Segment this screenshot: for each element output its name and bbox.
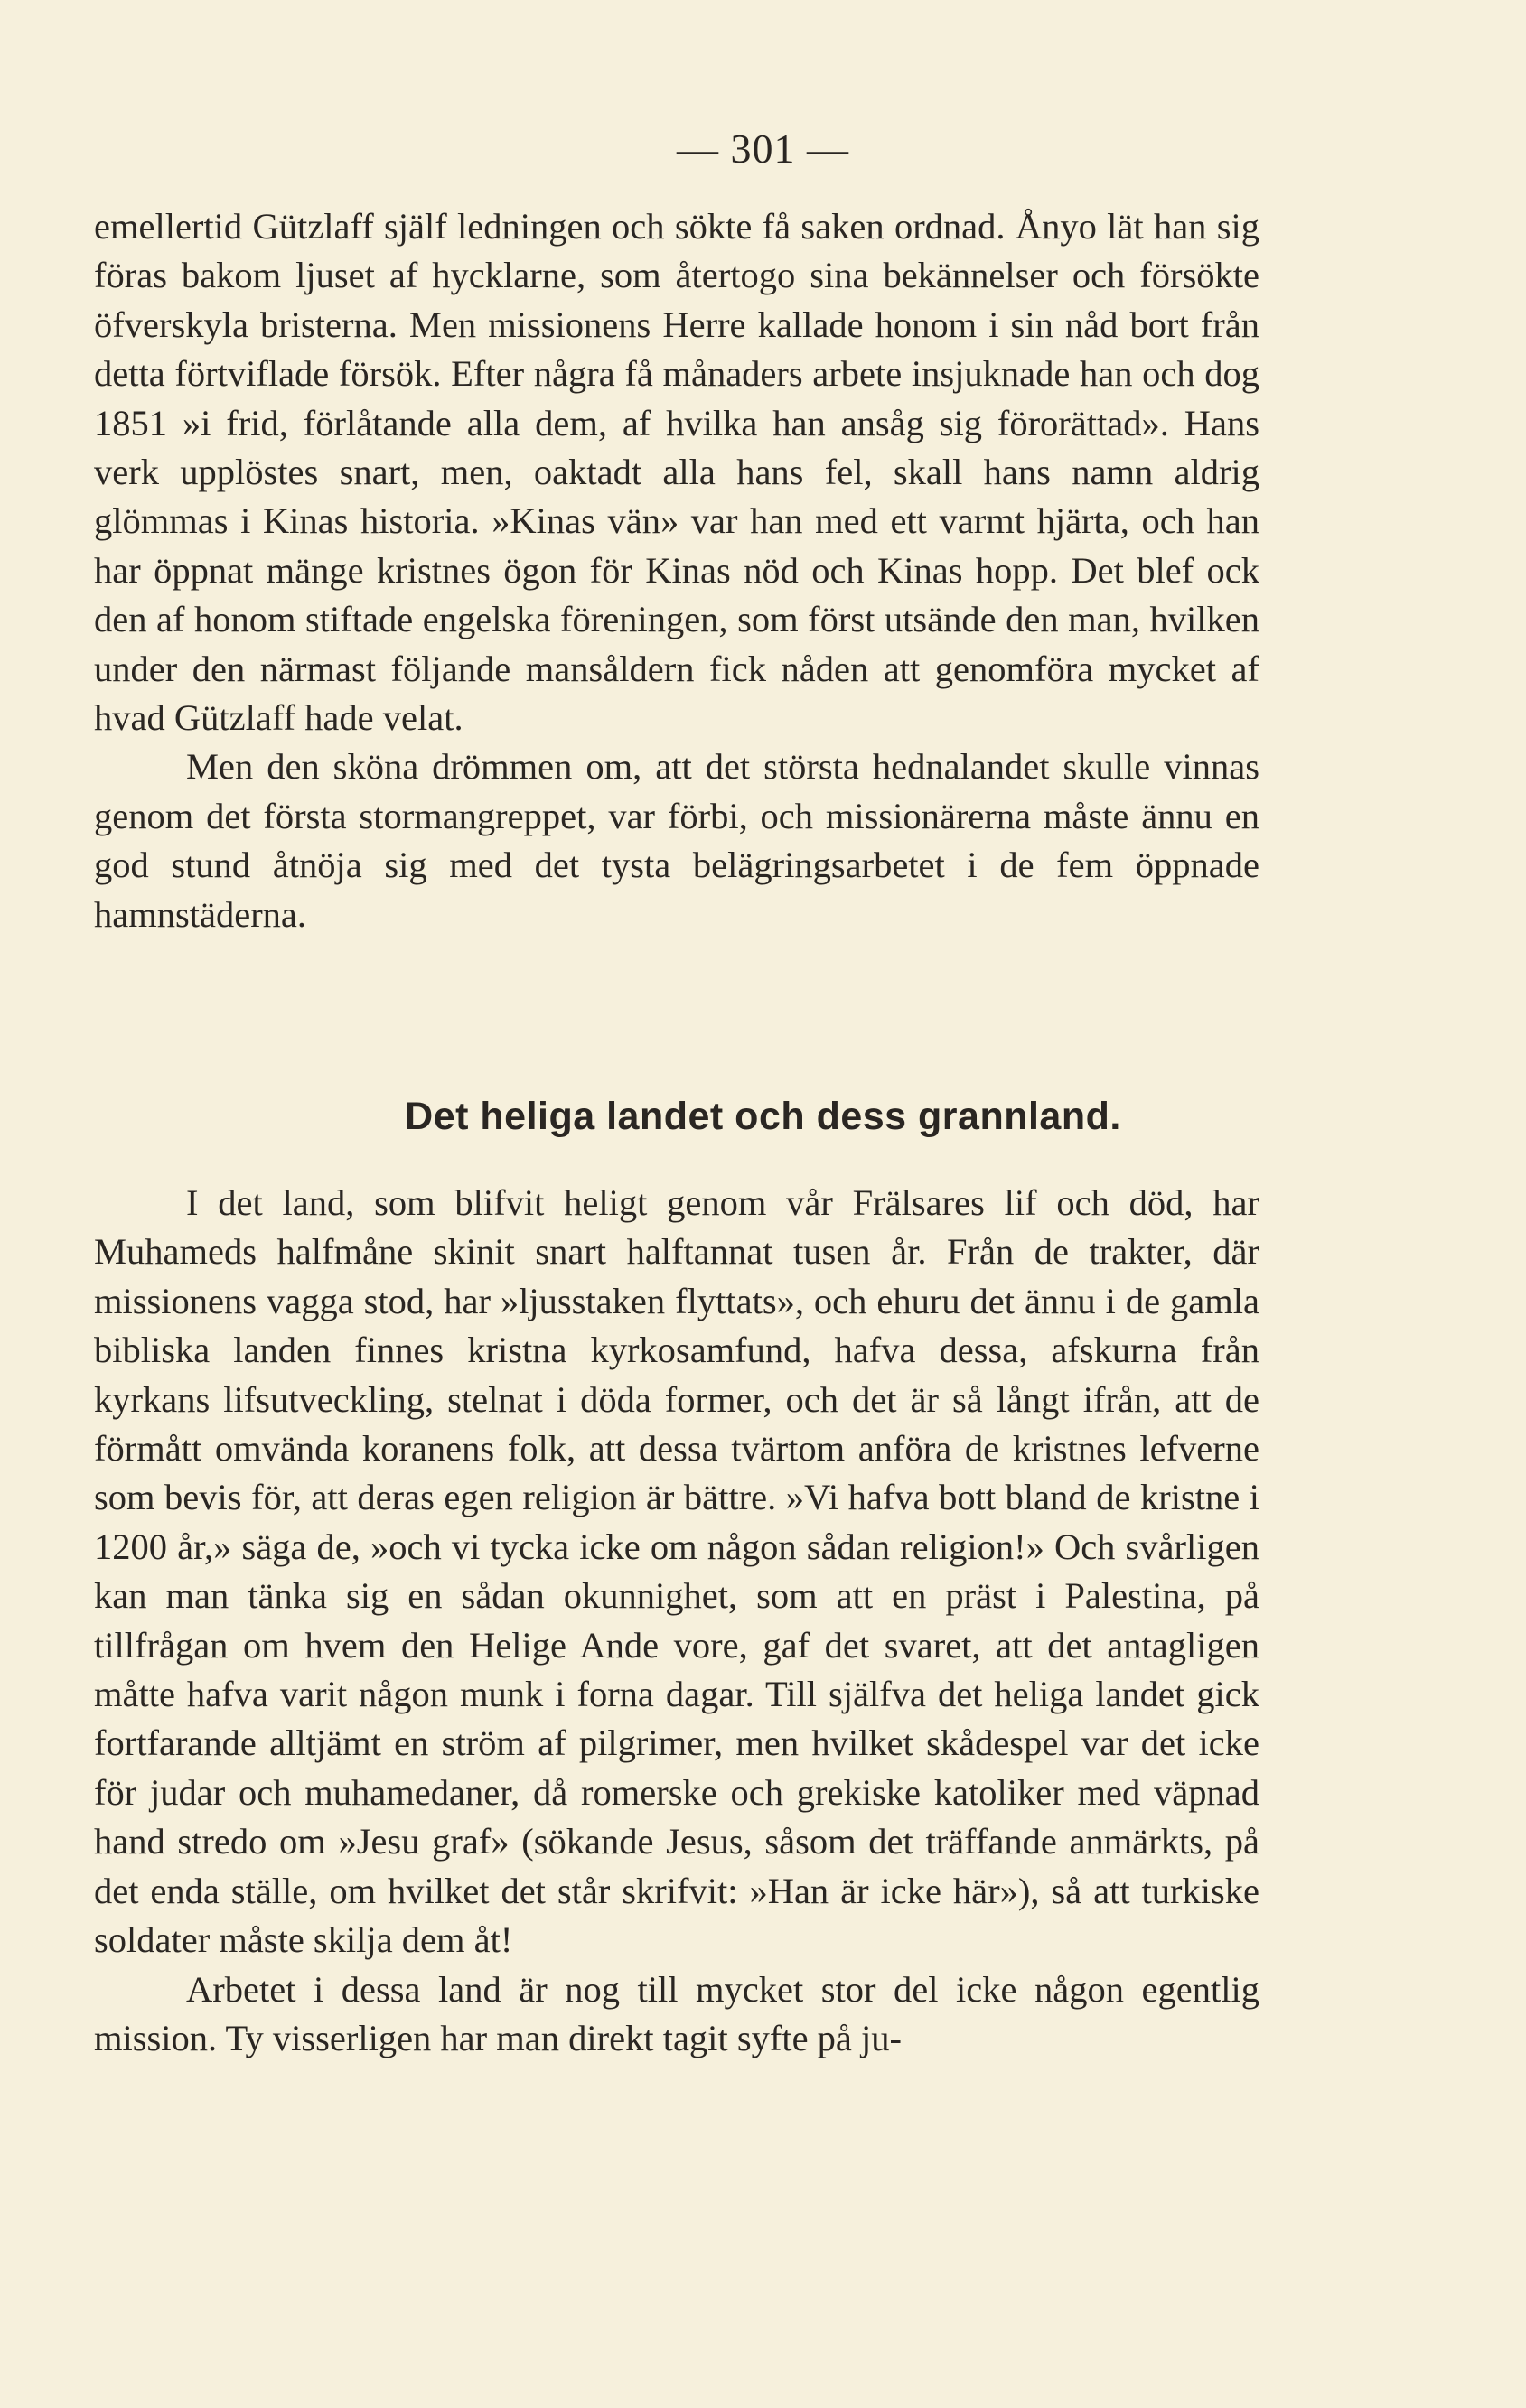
- paragraph: Arbetet i dessa land är nog till mycket stor del icke någon egentlig mission. Ty visserligen har man direkt tagit syfte på ju-: [94, 1968, 1259, 2058]
- page-number: — 301 —: [677, 126, 849, 172]
- section-heading: Det heliga landet och dess grannland.: [405, 1095, 1121, 1138]
- paragraph: I det land, som blifvit heligt genom vår Frälsares lif och död, har Muhameds halfmåne skinit snart halftannat tusen år. Från de trakter, där missionens vagga stod, har »ljusstaken flyttats», och ehuru det ännu i de gamla bibliska landen finnes kristna kyrkosamfund, hafva dessa, afskurna från kyrkans lifsutveckling, stelnat i döda former, och det är så långt ifrån, att de förmått omvända koranens folk, att dessa tvärtom anföra de kristnes lefverne som bevis för, att deras egen religion är bättre. »Vi hafva bott bland de kristne i 1200 år,» säga de, »och vi tycka icke om någon sådan religion!» Och svårligen kan man tänka sig en sådan okunnighet, som att en präst i Palestina, på tillfrågan om hvem den Helige Ande vore, gaf det svaret, att det antagligen måtte hafva varit någon munk i forna dagar. Till själfva det heliga landet gick fortfarande alltjämt en ström af pilgrimer, men hvilket skådespel var det icke för judar och muhamedaner, då romerske och grekiske katoliker med väpnad hand stredo om »Jesu graf» (sökande Jesus, såsom det träffande anmärkts, på det enda ställe, om hvilket det står skrifvit: »Han är icke här»), så att turkiske soldater måste skilja dem åt!: [94, 1182, 1259, 1961]
- paragraph: emellertid Gützlaff själf ledningen och sökte få saken ordnad. Ånyo lät han sig föras bakom ljuset af hycklarne, som återtogo sina bekännelser och försökte öfverskyla bristerna. Men missionens Herre kallade honom i sin nåd bort från detta förtviflade försök. Efter några få månaders arbete insjuknade han och dog 1851 »i frid, förlåtande alla dem, af hvilka han ansåg sig förorättad». Hans verk upplöstes snart, men, oaktadt alla hans fel, skall hans namn aldrig glömmas i Kinas historia. »Kinas vän» var han med ett varmt hjärta, och han har öppnat mänge kristnes ögon för Kinas nöd och Kinas hopp. Det blef ock den af honom stiftade engelska föreningen, som först utsände den man, hvilken under den närmast följande mansåldern fick nåden att genomföra mycket af hvad Gützlaff hade velat.: [94, 206, 1259, 739]
- continued-text: [94, 202, 1259, 939]
- section-text: [94, 1179, 1259, 2063]
- paragraph: Men den sköna drömmen om, att det största hednalandet skulle vinnas genom det första stormangreppet, var förbi, och missionärerna måste ännu en god stund åtnöja sig med det tysta belägringsarbetet i de fem öppnade hamnstäderna.: [94, 746, 1259, 935]
